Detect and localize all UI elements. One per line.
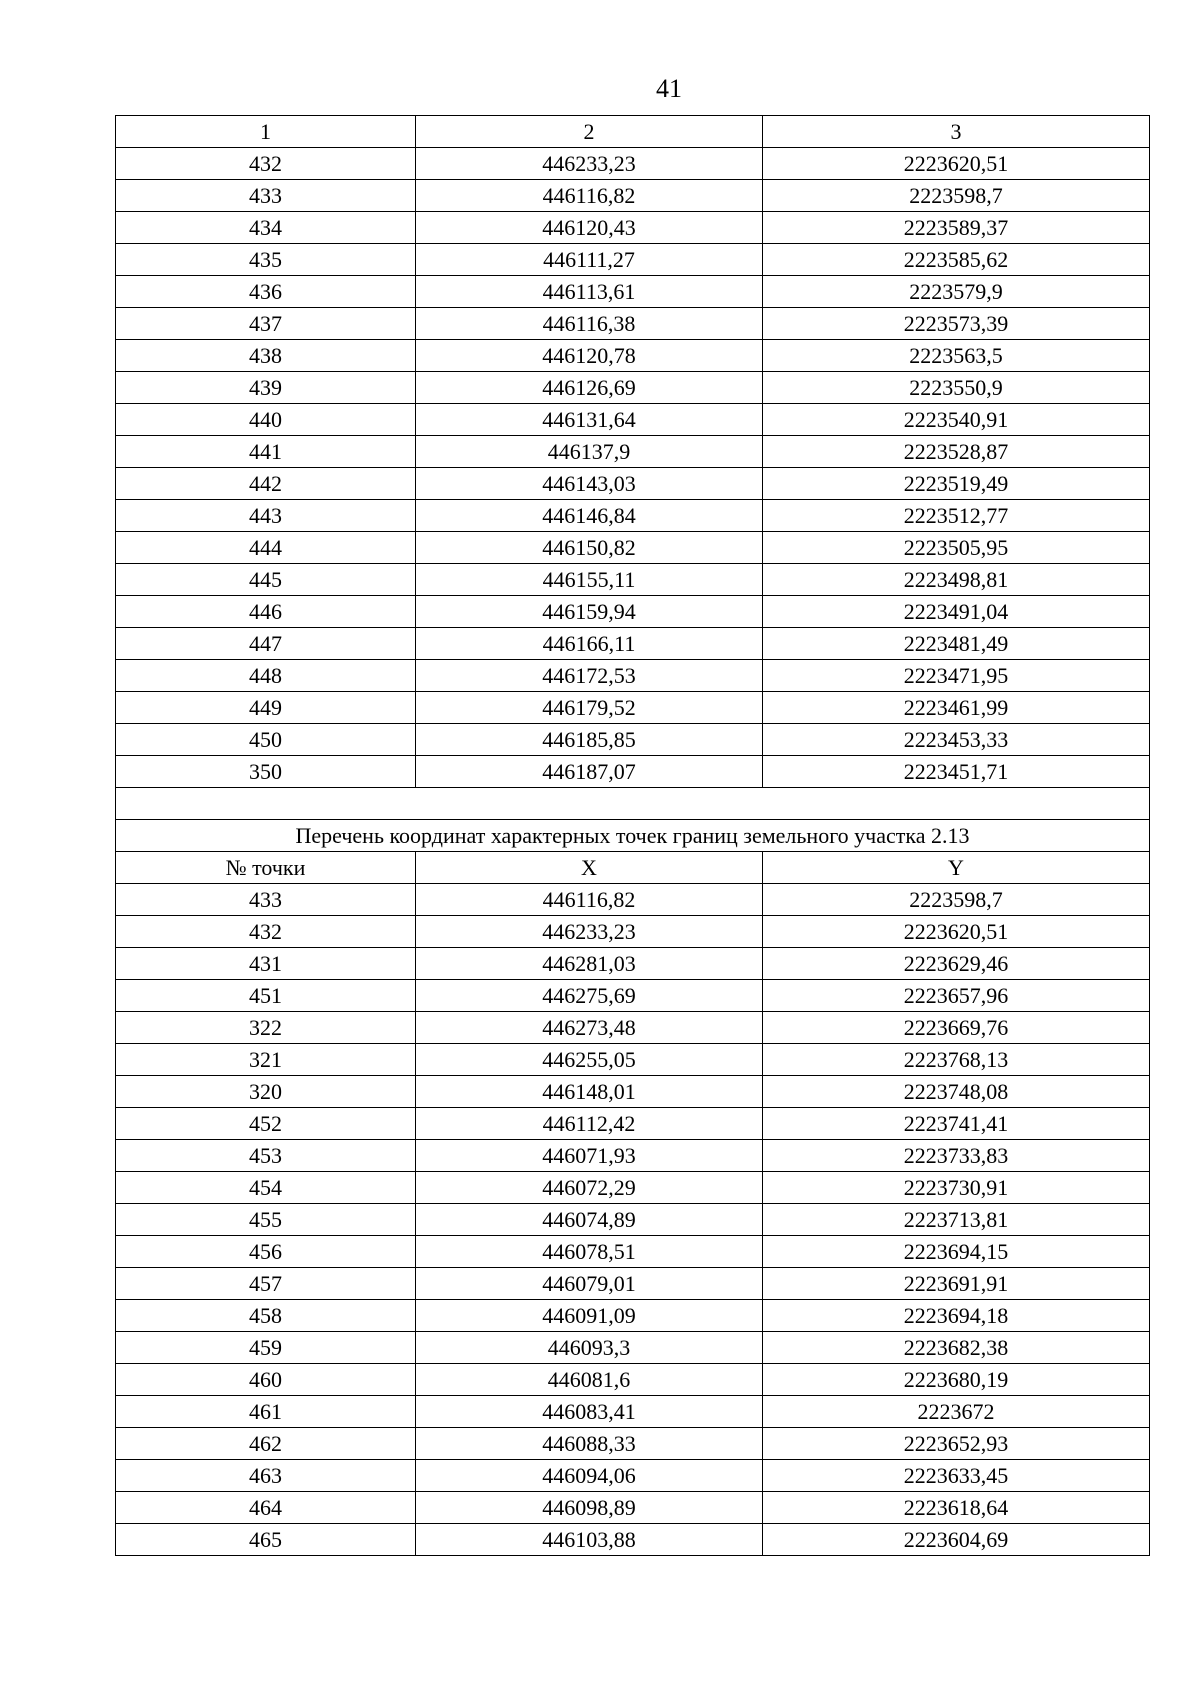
table-row bbox=[116, 244, 1150, 276]
table-cell: 432 bbox=[116, 148, 416, 180]
table-cell: 446072,29 bbox=[416, 1172, 763, 1204]
table-cell: 446 bbox=[116, 596, 416, 628]
table-cell: 457 bbox=[116, 1268, 416, 1300]
table-row bbox=[116, 884, 1150, 916]
table-cell: 446275,69 bbox=[416, 980, 763, 1012]
column-number-cell: 1 bbox=[116, 116, 416, 148]
table-cell: 462 bbox=[116, 1428, 416, 1460]
table-cell: 465 bbox=[116, 1524, 416, 1556]
table-cell: 446131,64 bbox=[416, 404, 763, 436]
table-cell: 2223620,51 bbox=[763, 148, 1150, 180]
table-cell: 2223748,08 bbox=[763, 1076, 1150, 1108]
table-row bbox=[116, 308, 1150, 340]
table-cell: 2223669,76 bbox=[763, 1012, 1150, 1044]
table-cell: 451 bbox=[116, 980, 416, 1012]
table-cell: 2223528,87 bbox=[763, 436, 1150, 468]
table-cell: 2223550,9 bbox=[763, 372, 1150, 404]
table-cell: 446094,06 bbox=[416, 1460, 763, 1492]
column-number-cell: 3 bbox=[763, 116, 1150, 148]
table-cell: 446120,43 bbox=[416, 212, 763, 244]
table-row bbox=[116, 596, 1150, 628]
table-cell: 2223713,81 bbox=[763, 1204, 1150, 1236]
table-cell: 446255,05 bbox=[416, 1044, 763, 1076]
table-cell: 463 bbox=[116, 1460, 416, 1492]
table-cell: 431 bbox=[116, 948, 416, 980]
table-cell: 439 bbox=[116, 372, 416, 404]
table-cell: 446088,33 bbox=[416, 1428, 763, 1460]
table-cell: 2223741,41 bbox=[763, 1108, 1150, 1140]
table-row bbox=[116, 1204, 1150, 1236]
table-cell: 446079,01 bbox=[416, 1268, 763, 1300]
table-cell: 2223512,77 bbox=[763, 500, 1150, 532]
table-cell: 446185,85 bbox=[416, 724, 763, 756]
column-number-row bbox=[116, 116, 1150, 148]
table-cell: 464 bbox=[116, 1492, 416, 1524]
table-cell: 450 bbox=[116, 724, 416, 756]
table-row bbox=[116, 532, 1150, 564]
table-row bbox=[116, 340, 1150, 372]
table-row bbox=[116, 660, 1150, 692]
table-cell: 2223491,04 bbox=[763, 596, 1150, 628]
table-cell: 2223453,33 bbox=[763, 724, 1150, 756]
table-cell: 2223461,99 bbox=[763, 692, 1150, 724]
table-row bbox=[116, 724, 1150, 756]
table-cell: 433 bbox=[116, 180, 416, 212]
table-row bbox=[116, 212, 1150, 244]
table-cell: 446146,84 bbox=[416, 500, 763, 532]
table-cell: 2223604,69 bbox=[763, 1524, 1150, 1556]
table-cell: 446093,3 bbox=[416, 1332, 763, 1364]
table-cell: 2223694,18 bbox=[763, 1300, 1150, 1332]
table-row bbox=[116, 948, 1150, 980]
table-cell: 460 bbox=[116, 1364, 416, 1396]
table-cell: 446081,6 bbox=[416, 1364, 763, 1396]
table-row bbox=[116, 1396, 1150, 1428]
table-cell: 2223694,15 bbox=[763, 1236, 1150, 1268]
table-row bbox=[116, 1332, 1150, 1364]
table-row bbox=[116, 756, 1150, 788]
table-cell: 446187,07 bbox=[416, 756, 763, 788]
table-cell: 2223579,9 bbox=[763, 276, 1150, 308]
table-row bbox=[116, 500, 1150, 532]
table-cell: 320 bbox=[116, 1076, 416, 1108]
table-row bbox=[116, 1108, 1150, 1140]
table-row bbox=[116, 276, 1150, 308]
table-cell: 321 bbox=[116, 1044, 416, 1076]
table-cell: 2223573,39 bbox=[763, 308, 1150, 340]
column-number-cell: 2 bbox=[416, 116, 763, 148]
table-cell: 446120,78 bbox=[416, 340, 763, 372]
table-cell: 446098,89 bbox=[416, 1492, 763, 1524]
table-cell: 432 bbox=[116, 916, 416, 948]
table-cell: 433 bbox=[116, 884, 416, 916]
table-cell: 446143,03 bbox=[416, 468, 763, 500]
table-cell: 2223505,95 bbox=[763, 532, 1150, 564]
table-row bbox=[116, 1492, 1150, 1524]
table-cell: 446083,41 bbox=[416, 1396, 763, 1428]
table-cell: 446078,51 bbox=[416, 1236, 763, 1268]
table-cell: 2223652,93 bbox=[763, 1428, 1150, 1460]
table-cell: 446150,82 bbox=[416, 532, 763, 564]
table-cell: 2223471,95 bbox=[763, 660, 1150, 692]
table-cell: 446148,01 bbox=[416, 1076, 763, 1108]
table-cell: 446091,09 bbox=[416, 1300, 763, 1332]
table-row bbox=[116, 564, 1150, 596]
table-cell: 2223563,5 bbox=[763, 340, 1150, 372]
table-row bbox=[116, 1172, 1150, 1204]
table-row bbox=[116, 692, 1150, 724]
table-cell: 449 bbox=[116, 692, 416, 724]
table-row bbox=[116, 1012, 1150, 1044]
table-cell: 446111,27 bbox=[416, 244, 763, 276]
table-cell: 438 bbox=[116, 340, 416, 372]
table-row bbox=[116, 1140, 1150, 1172]
table-cell: 446273,48 bbox=[416, 1012, 763, 1044]
table-cell: 2223585,62 bbox=[763, 244, 1150, 276]
table-cell: 456 bbox=[116, 1236, 416, 1268]
table-row bbox=[116, 1268, 1150, 1300]
column-header: Y bbox=[763, 852, 1150, 884]
blank-separator-row bbox=[116, 788, 1150, 820]
table-row bbox=[116, 1044, 1150, 1076]
table-cell: 2223633,45 bbox=[763, 1460, 1150, 1492]
table-cell: 2223733,83 bbox=[763, 1140, 1150, 1172]
table-cell: 453 bbox=[116, 1140, 416, 1172]
table-cell: 2223540,91 bbox=[763, 404, 1150, 436]
table-cell: 2223629,46 bbox=[763, 948, 1150, 980]
table-row bbox=[116, 628, 1150, 660]
table-cell: 445 bbox=[116, 564, 416, 596]
column-header: № точки bbox=[116, 852, 416, 884]
table-cell: 446071,93 bbox=[416, 1140, 763, 1172]
table-row bbox=[116, 148, 1150, 180]
table-cell: 446179,52 bbox=[416, 692, 763, 724]
table-cell: 446166,11 bbox=[416, 628, 763, 660]
coordinates-table bbox=[115, 115, 1150, 1556]
table-cell: 2223657,96 bbox=[763, 980, 1150, 1012]
table-cell: 446116,82 bbox=[416, 180, 763, 212]
table-cell: 446074,89 bbox=[416, 1204, 763, 1236]
page-number: 41 bbox=[656, 74, 682, 103]
table-cell: 2223691,91 bbox=[763, 1268, 1150, 1300]
table-cell: 434 bbox=[116, 212, 416, 244]
table-cell: 446112,42 bbox=[416, 1108, 763, 1140]
table-cell: 446116,38 bbox=[416, 308, 763, 340]
table-cell: 444 bbox=[116, 532, 416, 564]
table-cell: 446103,88 bbox=[416, 1524, 763, 1556]
table-cell: 446281,03 bbox=[416, 948, 763, 980]
table-cell: 446116,82 bbox=[416, 884, 763, 916]
table-row bbox=[116, 1236, 1150, 1268]
table-cell: 448 bbox=[116, 660, 416, 692]
table-cell: 455 bbox=[116, 1204, 416, 1236]
table-cell: 2223598,7 bbox=[763, 884, 1150, 916]
table-cell: 2223768,13 bbox=[763, 1044, 1150, 1076]
table-row bbox=[116, 404, 1150, 436]
table-cell: 437 bbox=[116, 308, 416, 340]
table-cell: 446159,94 bbox=[416, 596, 763, 628]
section-title: Перечень координат характерных точек границ земельного участка 2.13 bbox=[116, 820, 1150, 852]
table-cell: 435 bbox=[116, 244, 416, 276]
table-cell: 2223618,64 bbox=[763, 1492, 1150, 1524]
table-row bbox=[116, 1524, 1150, 1556]
table-cell: 454 bbox=[116, 1172, 416, 1204]
table-row bbox=[116, 468, 1150, 500]
table-cell: 2223680,19 bbox=[763, 1364, 1150, 1396]
section-title-row bbox=[116, 820, 1150, 852]
table-row bbox=[116, 436, 1150, 468]
table-cell: 461 bbox=[116, 1396, 416, 1428]
table-cell: 446233,23 bbox=[416, 916, 763, 948]
coordinates-table-body bbox=[116, 116, 1150, 1556]
table-cell: 446126,69 bbox=[416, 372, 763, 404]
table-cell: 2223519,49 bbox=[763, 468, 1150, 500]
table-cell: 447 bbox=[116, 628, 416, 660]
table-cell: 452 bbox=[116, 1108, 416, 1140]
table-cell: 322 bbox=[116, 1012, 416, 1044]
table-row bbox=[116, 1300, 1150, 1332]
table-row bbox=[116, 1076, 1150, 1108]
table-row bbox=[116, 372, 1150, 404]
table-cell: 2223481,49 bbox=[763, 628, 1150, 660]
table-cell: 459 bbox=[116, 1332, 416, 1364]
table-cell: 443 bbox=[116, 500, 416, 532]
table-row bbox=[116, 916, 1150, 948]
table-row bbox=[116, 1364, 1150, 1396]
table-cell: 436 bbox=[116, 276, 416, 308]
table-cell: 446172,53 bbox=[416, 660, 763, 692]
table-row bbox=[116, 1460, 1150, 1492]
table-cell: 2223451,71 bbox=[763, 756, 1150, 788]
table-row bbox=[116, 180, 1150, 212]
table-cell: 2223730,91 bbox=[763, 1172, 1150, 1204]
table-cell: 446137,9 bbox=[416, 436, 763, 468]
table-cell: 442 bbox=[116, 468, 416, 500]
table-cell: 446155,11 bbox=[416, 564, 763, 596]
table-cell: 350 bbox=[116, 756, 416, 788]
table-cell: 441 bbox=[116, 436, 416, 468]
table-cell: 2223598,7 bbox=[763, 180, 1150, 212]
table-row bbox=[116, 1428, 1150, 1460]
table-cell: 458 bbox=[116, 1300, 416, 1332]
table-cell: 2223498,81 bbox=[763, 564, 1150, 596]
table-row bbox=[116, 980, 1150, 1012]
table-cell: 2223620,51 bbox=[763, 916, 1150, 948]
table-cell: 2223682,38 bbox=[763, 1332, 1150, 1364]
table-cell: 440 bbox=[116, 404, 416, 436]
column-header: X bbox=[416, 852, 763, 884]
blank-separator-cell bbox=[116, 788, 1150, 820]
table-header-row bbox=[116, 852, 1150, 884]
table-cell: 2223589,37 bbox=[763, 212, 1150, 244]
table-cell: 2223672 bbox=[763, 1396, 1150, 1428]
table-cell: 446113,61 bbox=[416, 276, 763, 308]
table-cell: 446233,23 bbox=[416, 148, 763, 180]
